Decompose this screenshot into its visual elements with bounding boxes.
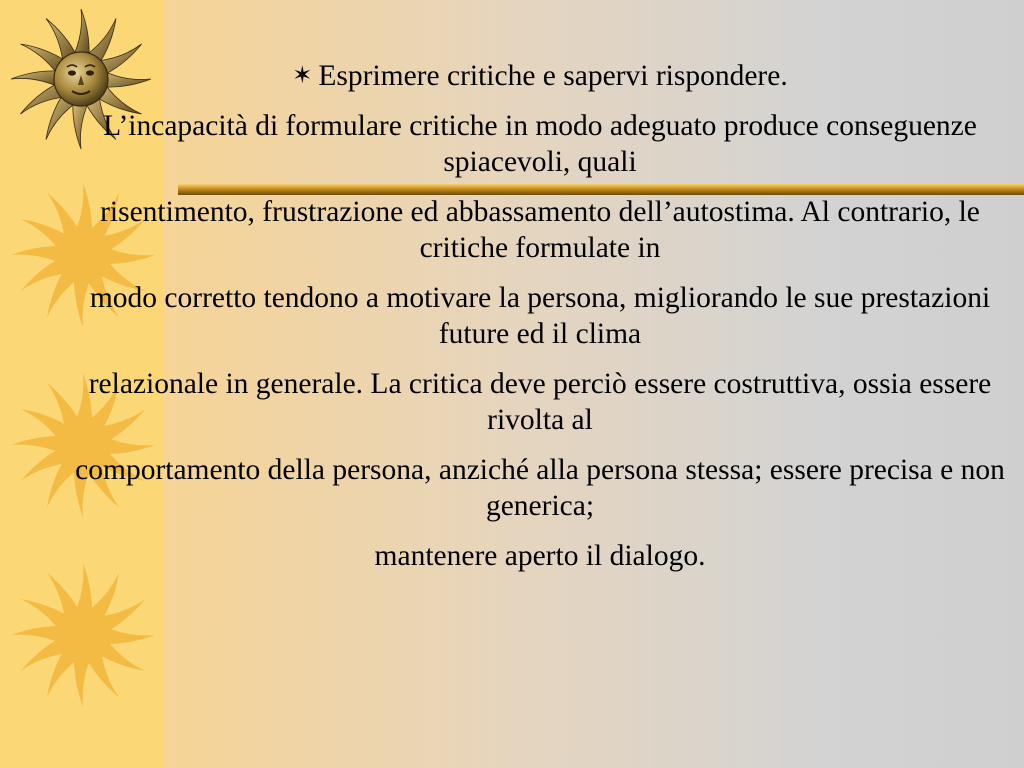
slide-text-block [60, 58, 1020, 574]
star-bullet-icon: ✶ [292, 63, 313, 89]
heading-text: Esprimere critiche e sapervi rispondere. [318, 60, 788, 92]
sun-ray [11, 71, 59, 87]
paragraph: relazionale in generale. La critica deve perciò essere costruttiva, ossia essere rivolta al [88, 368, 992, 436]
paragraph: L’incapacità di formulare critiche in modo adeguato produce conseguenze spiacevoli, quali [103, 110, 977, 178]
paragraph: modo corretto tendono a motivare la persona, migliorando le sue prestazioni future ed il clima [89, 282, 991, 350]
sun-core [57, 609, 109, 661]
sun-icon [8, 560, 158, 710]
paragraph: mantenere aperto il dialogo. [374, 540, 706, 572]
paragraph: comportamento della persona, anziché alla persona stessa; essere precisa e non generica; [75, 454, 1005, 522]
slide-heading [60, 58, 1020, 94]
sun-ray [73, 9, 89, 57]
paragraph: risentimento, frustrazione ed abbassamento dell’autostima. Al contrario, le critiche formulate in [100, 196, 980, 264]
